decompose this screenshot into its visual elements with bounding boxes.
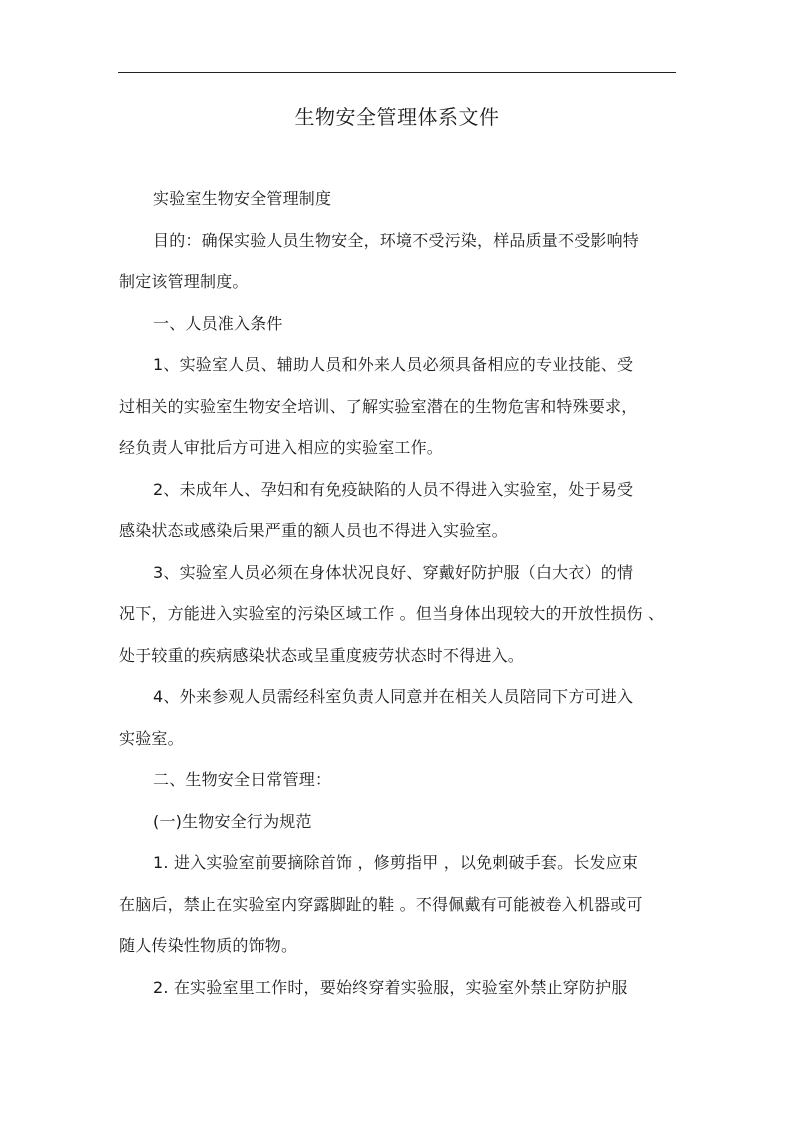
paragraph-line: 2、未成年人、孕妇和有免疫缺陷的人员不得进入实验室，处于易受 [153, 480, 634, 499]
paragraph-line: 处于较重的疾病感染状态或呈重度疲劳状态时不得进入。 [119, 646, 525, 665]
paragraph-line: 在脑后，禁止在实验室内穿露脚趾的鞋 。不得佩戴有可能被卷入机器或可 [119, 895, 643, 914]
paragraph-line: 3、实验室人员必须在身体状况良好、穿戴好防护服（白大衣）的情 [153, 563, 634, 582]
header-rule [118, 72, 676, 73]
paragraph-line: 感染状态或感染后果严重的额人员也不得进入实验室。 [119, 521, 508, 540]
paragraph-line: 随人传染性物质的饰物。 [119, 936, 298, 955]
section-heading: 二、生物安全日常管理： [153, 770, 332, 789]
paragraph-line: 4、外来参观人员需经科室负责人同意并在相关人员陪同下方可进入 [153, 687, 634, 706]
paragraph-line: 1. 进入实验室前要摘除首饰 ，修剪指甲 ，以免刺破手套。长发应束 [153, 853, 639, 872]
paragraph-line: 况下，方能进入实验室的污染区域工作 。但当身体出现较大的开放性损伤 、 [119, 604, 665, 623]
paragraph-line: 目的：确保实验人员生物安全，环境不受污染，样品质量不受影响特 [153, 231, 640, 250]
paragraph-line: 过相关的实验室生物安全培训、了解实验室潜在的生物危害和特殊要求， [119, 397, 638, 416]
section-heading: 实验室生物安全管理制度 [153, 189, 332, 208]
paragraph-line: 经负责人审批后方可进入相应的实验室工作。 [119, 438, 444, 457]
paragraph-line: 实验室。 [119, 729, 184, 748]
section-heading: 一、人员准入条件 [153, 314, 283, 333]
paragraph-line: 2. 在实验室里工作时，要始终穿着实验服，实验室外禁止穿防护服 [153, 978, 628, 997]
subsection-heading: (一)生物安全行为规范 [153, 812, 312, 831]
paragraph-line: 1、实验室人员、辅助人员和外来人员必须具备相应的专业技能、受 [153, 355, 634, 374]
paragraph-line: 制定该管理制度。 [119, 272, 249, 291]
document-title: 生物安全管理体系文件 [294, 105, 500, 129]
